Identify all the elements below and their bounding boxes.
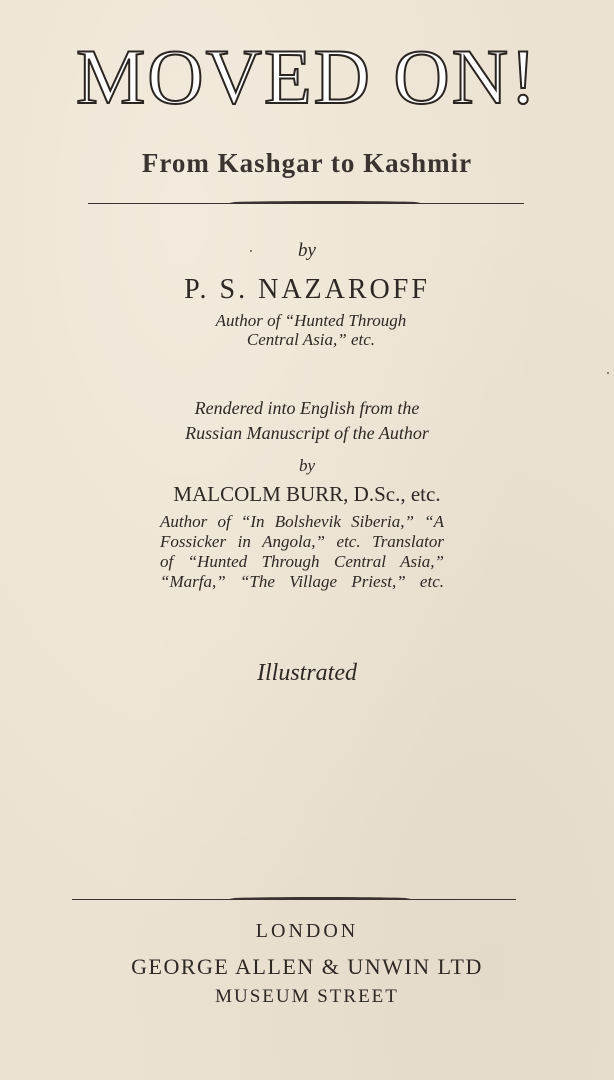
author-credits-line: Central Asia,” etc. <box>246 330 376 349</box>
imprint-city: LONDON <box>255 920 359 942</box>
book-subtitle: From Kashgar to Kashmir <box>141 148 473 178</box>
translation-note-line: Rendered into English from the <box>194 398 420 418</box>
translator-credits-line: of “Hunted Through Central Asia,” <box>160 552 444 571</box>
by-label: by <box>298 240 316 261</box>
illustrated-label: Illustrated <box>257 660 357 686</box>
translation-note-line: Russian Manuscript of the Author <box>185 423 429 443</box>
bottom-rule-swell <box>230 897 410 900</box>
translator-credits <box>160 512 444 592</box>
paper-speck <box>607 372 609 374</box>
translator-credits-line: “Marfa,” “The Village Priest,” etc. <box>160 572 444 591</box>
translator-name: MALCOLM BURR, D.Sc., etc. <box>173 482 441 506</box>
top-rule-swell <box>230 201 420 204</box>
by-label: by <box>298 456 316 475</box>
translation-note <box>0 396 614 446</box>
translator-credits-line: Author of “In Bolshevik Siberia,” “A <box>160 512 444 531</box>
imprint-street: MUSEUM STREET <box>215 986 399 1007</box>
book-title: MOVED ON! <box>75 33 539 120</box>
imprint-publisher: GEORGE ALLEN & UNWIN LTD <box>131 954 483 979</box>
author-name: P. S. NAZAROFF <box>184 274 430 305</box>
translator-credits-line: Fossicker in Angola,” etc. Translator <box>160 532 444 551</box>
author-credits <box>0 311 614 349</box>
author-credits-line: Author of “Hunted Through <box>215 311 407 330</box>
